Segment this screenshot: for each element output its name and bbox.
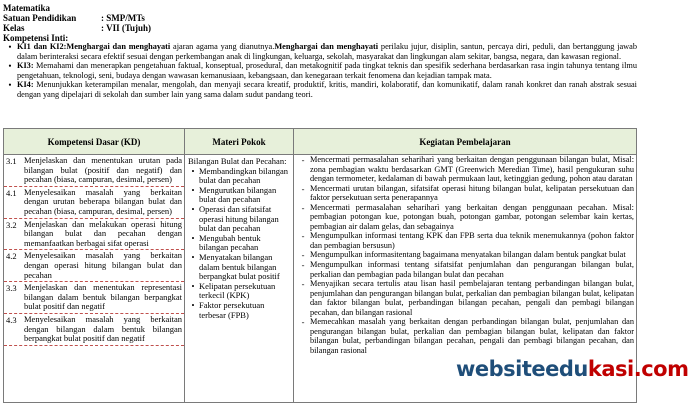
ki-list: [3, 42, 637, 100]
list-item: • Mengubah bentuk bilangan pecahan: [191, 232, 261, 253]
bullet-icon: •: [8, 42, 12, 52]
kd-item: 3.3 Menjelaskan dan menentukan representasi bilangan dalam bentuk bilangan berpangkat bulat positif dan negatif: [4, 282, 184, 314]
site-watermark: websiteedukasi.com: [456, 357, 688, 381]
table-header: [4, 129, 636, 155]
bullet-icon: •: [8, 80, 12, 91]
materi-list: [185, 167, 293, 321]
kd-item: 3.1 Menjelaskan dan menentukan urutan pada bilangan bulat (positif dan negatif) dan pecahan (biasa, campuran, desimal, persen): [4, 155, 184, 187]
materi-column: [185, 155, 294, 403]
field-value: : SMP/MTs: [101, 13, 145, 23]
materi-heading: Bilangan Bulat dan Pecahan:: [188, 156, 287, 166]
ki-title: Kompetensi Inti:: [3, 33, 69, 43]
list-item: • Menyatakan bilangan dalam bentuk bilangan berpangkat bulat positif: [191, 251, 280, 282]
field-label: Satuan Pendidikan: [3, 13, 77, 23]
list-item: • Mengurutkan bilangan bulat dan pecahan: [191, 184, 277, 205]
kd-item: 4.1 Menyelesaikan masalah yang berkaitan dengan urutan beberapa bilangan bulat dan pecahan (biasa, campuran, desimal, persen): [4, 187, 184, 219]
field-label: Kelas: [3, 23, 25, 33]
list-item: - Mencermati permasalahan sehariharì yang berkaitan dengan penggunaan pecahan. Misal: pembagian potongan kue, potongan buah, potongan gambar, potongan selembar kain kertas, pembagian air dalam gelas, dan sebagainya: [301, 202, 634, 231]
ki-text: KI4: Menunjukkan keterampilan menalar, mengolah, dan menyaji secara kreatif, produktif, kritis, mandiri, kolaboratif, dan komunikatif, dalam ranah konkret dan ranah abstrak sesuai dengan yang dipelajari di sekolah dan sumber lain yang sama dalam sudut pandang teori.: [17, 80, 637, 99]
list-item: • Membandingkan bilangan bulat dan pecahan: [191, 165, 288, 186]
header-kd: Kompetensi Dasar (KD): [4, 129, 185, 155]
kd-item: 3.2 Menjelaskan dan melakukan operasi hitung bilangan bulat dan pecahan dengan memanfaatkan berbagai sifat operasi: [4, 219, 184, 251]
list-item: • Kelipatan persekutuan terkecil (KPK): [191, 280, 276, 301]
list-item: - Mengumpulkan informasi tentang sifatsifat penjumlahan dan pengurangan bilangan bulat, perkalian dan pembagian pada bilangan bulat dan pecahan: [301, 260, 634, 279]
kd-item: 4.2 Menyelesaikan masalah yang berkaitan dengan operasi hitung bilangan bulat dan pecahan: [4, 250, 184, 282]
kd-column: [4, 155, 185, 403]
list-item: - Memecahkan masalah yang berkaitan dengan perbandingan bilangan bulat, penjumlahan dan pengurangan bilangan bulat, perkalian dan pembagian bilangan bulat, kelipatan dan faktor bilangan bulat, perbandingan bilangan pecahan, pengali dan pembagi bilangan pecahan, dan bilangan rasional: [301, 317, 634, 355]
header-kegiatan: Kegiatan Pembelajaran: [419, 137, 511, 147]
ki-item: [3, 80, 637, 99]
list-item: • Operasi dan sifatsifat operasi hitung bilangan bulat dan pecahan: [191, 203, 279, 234]
kd-item: 4.3 Menyelesaikan masalah yang berkaitan dengan bilangan dalam bentuk bilangan berpangkat bulat positif dan negatif: [4, 314, 184, 346]
list-item: - Mencermati permasalahan sehariharì yang berkaitan dengan penggunaan bilangan bulat, Misal: zona pembagian waktu berdasarkan GMT (Greenwich Meredian Time), hasil pengukuran suhu dengan termometer, kedalaman di bawah permukaan laut, ketinggian gedung, pohon atau daratan: [301, 155, 634, 183]
ki-item: [3, 61, 637, 80]
field-row-school: [3, 13, 637, 23]
document-header: [3, 3, 637, 43]
ki-text: KI3: Memahami dan menerapkan pengetahuan faktual, konseptual, prosedural, dan metakognitif pada tingkat teknis dan spesifik sederhana berdasarkan rasa ingin tahunya tentang ilmu pengetahuan, teknologi, seni, budaya dengan wawasan kemanusiaan, kebangsaan, dan kenegaraan terkait fenomena dan kejadian tampak mata.: [17, 61, 637, 80]
bullet-icon: •: [8, 61, 12, 72]
ki-text: KI1 dan KI2:Menghargai dan menghayati ajaran agama yang dianutnya.Menghargai dan menghayati perilaku jujur, disiplin, santun, percaya diri, peduli, dan bertanggung jawab dalam berinteraksi secara efektif sesuai dengan perkembangan anak di lingkungan, keluarga, sekolah, masyarakat dan lingkungan alam sekitar, bangsa, negara, dan kawasan regional.: [17, 42, 637, 61]
list-item: - Mengumpulkan informasitentang bagaimana menyatakan bilangan dalam bentuk pangkat bulat: [301, 250, 626, 260]
list-item: • Faktor persekutuan terbesar (FPB): [191, 299, 265, 320]
subject-title: Matematika: [3, 3, 50, 13]
ki-item: [3, 42, 637, 61]
header-materi: Materi Pokok: [185, 129, 294, 155]
list-item: - Mengumpulkan informasi tentang KPK dan FPB serta dua teknik menemukannya (pohon faktor dan pembagian bersusun): [301, 231, 634, 250]
list-item: - Mencermati urutan bilangan, sifatsifat operasi hitung bilangan bulat, kelipatan persekutuan dan faktor persekutuan serta penerapannya: [301, 183, 634, 202]
list-item: - Menyajikan secara tertulis atau lisan hasil pembelajaran tentang perbandingan bilangan bulat, penjumlahan dan pengurangan bilangan bulat, perkalian dan pembagian bilangan bulat, kelipatan dan faktor bilangan bulat, perbandingan bilangan pecahan, pengali dan pembagi bilangan pecahan, dan bilangan rasional: [301, 279, 634, 317]
field-value: : VII (Tujuh): [101, 23, 152, 33]
field-row-class: [3, 23, 637, 33]
